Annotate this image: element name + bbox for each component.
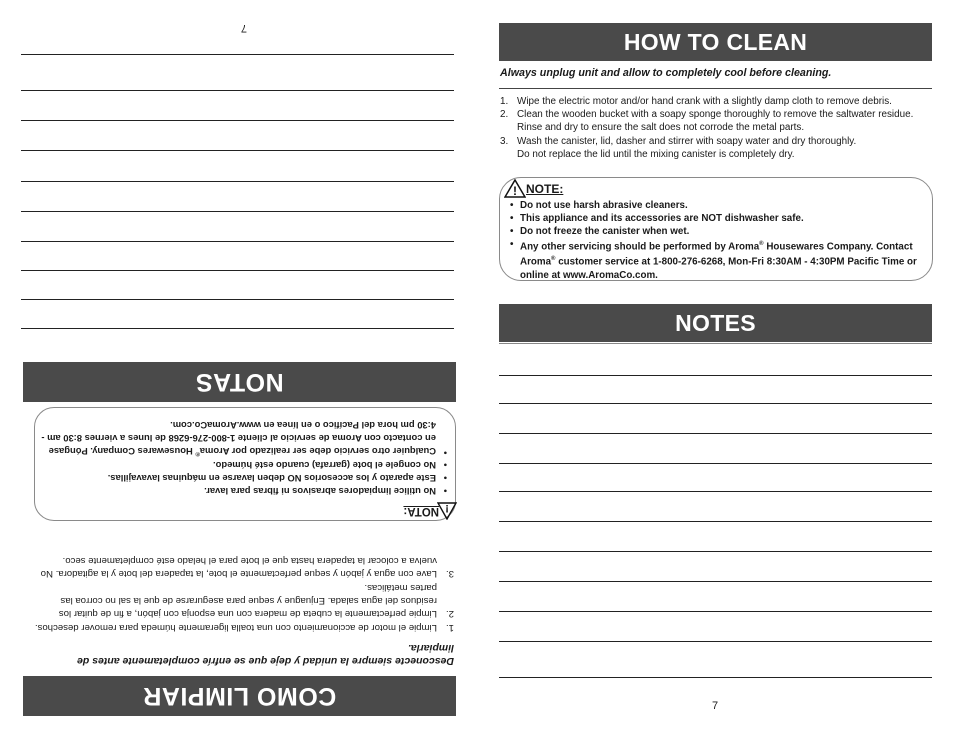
notes-line	[499, 433, 932, 434]
notes-line	[499, 581, 932, 582]
notes-line	[21, 181, 454, 182]
warning-icon	[504, 179, 526, 198]
notas-title: NOTAS	[195, 368, 284, 397]
notes-line	[21, 328, 454, 329]
spanish-note-item: • No congele el bote (garrafa) cuando esté húmedo.	[37, 459, 447, 472]
english-step: 3. Wash the canister, lid, dasher and stirrer with soapy water and dry thoroughly. Do not replace the lid until the mixing canister is completely dry.	[500, 135, 857, 160]
notes-title: NOTES	[675, 309, 756, 336]
notes-line	[21, 270, 454, 271]
intro-divider	[499, 88, 932, 89]
english-step: 2. Clean the wooden bucket with a soapy sponge thoroughly to remove the saltwater residue. Rinse and dry to ensure the salt does not corrode the metal parts.	[500, 109, 914, 134]
page-number: 7	[240, 22, 247, 34]
note-title: NOTE:	[526, 182, 564, 196]
page-number: 7	[712, 700, 719, 712]
english-note-item: • Do not freeze the canister when wet.	[510, 225, 925, 238]
spanish-step: 1. Limpie el motor de accionamiento con una toalla ligeramente húmeda para remover desechos.	[34, 622, 454, 633]
how-to-clean-title: HOW TO CLEAN	[623, 28, 808, 55]
notes-line	[499, 521, 932, 522]
svg-text:!: !	[513, 184, 517, 198]
spanish-note-item: • No utilice limpiadores abrasivos ni fibras para lavar.	[37, 484, 447, 497]
notes-line	[499, 463, 932, 464]
notes-line	[21, 150, 454, 151]
spanish-service-note: • Cualquier otro servicio debe ser realizado por Aroma® Housewares Company. Póngase en contacto con Aroma de servicio al cliente 1-800-276-6268 de lunes a viernes 8:30 am - 4:30 pm hora del Pacífico o en línea en www.AromaCo.com.	[37, 418, 447, 459]
spanish-note-box	[34, 407, 456, 521]
spanish-steps	[34, 553, 454, 634]
english-note-item: • This appliance and its accessories are NOT dishwasher safe.	[510, 212, 925, 225]
notes-line	[21, 241, 454, 242]
notes-line	[21, 211, 454, 212]
english-note-box	[499, 177, 933, 281]
como-limpiar-title: COMO LIMPIAR	[142, 682, 337, 711]
nota-title: NOTA:	[403, 505, 439, 517]
notes-line	[499, 403, 932, 404]
notes-line	[499, 677, 932, 678]
spanish-step: 2. Limpie perfectamente la cubeta de madera con una esponja con jabón, a fin de quitar los residuos del agua salada. Enjuague y seque para asegurarse de que la sal no corroa las partes metálicas.	[58, 582, 454, 619]
spanish-intro: Desconecte siempre la unidad y deje que se enfríe completamente antes de limpiarla.	[77, 642, 454, 667]
spanish-note-item: • Este aparato y los accesorios NO deben lavarse en máquinas lavavajillas.	[37, 471, 447, 484]
notes-line	[21, 299, 454, 300]
spanish-step: 3. Lave con agua y jabón y seque perfectamente el bote, la tapadera del bote y la agitadora. No vuelva a colocar la tapadera hasta que el bote para el helado esté completamente seco.	[40, 555, 454, 579]
notes-line	[21, 120, 454, 121]
english-note-item: • Do not use harsh abrasive cleaners.	[510, 199, 925, 212]
notes-line	[499, 343, 932, 344]
how-to-clean-banner	[499, 23, 932, 61]
notes-line	[21, 90, 454, 91]
como-limpiar-banner	[23, 676, 456, 716]
english-intro: Always unplug unit and allow to completely cool before cleaning.	[500, 67, 832, 79]
notes-banner	[499, 304, 932, 342]
notes-line	[499, 491, 932, 492]
notes-line	[21, 54, 454, 55]
notes-line	[499, 551, 932, 552]
english-service-note: • Any other servicing should be performed by Aroma® Housewares Company. Contact Aroma® customer service at 1-800-276-6268, Mon-Fri 8:30AM - 4:30PM Pacific Time or online at www.AromaCo.com.	[510, 238, 925, 282]
notas-banner	[23, 362, 456, 402]
warning-icon	[437, 502, 457, 520]
english-step: 1. Wipe the electric motor and/or hand crank with a slightly damp cloth to remove debris.	[500, 96, 892, 107]
svg-text:!: !	[445, 502, 449, 514]
spanish-notes	[37, 418, 447, 497]
notes-line	[499, 641, 932, 642]
notes-line	[499, 611, 932, 612]
english-notes	[510, 199, 925, 282]
notes-line	[499, 375, 932, 376]
english-steps	[500, 95, 940, 161]
